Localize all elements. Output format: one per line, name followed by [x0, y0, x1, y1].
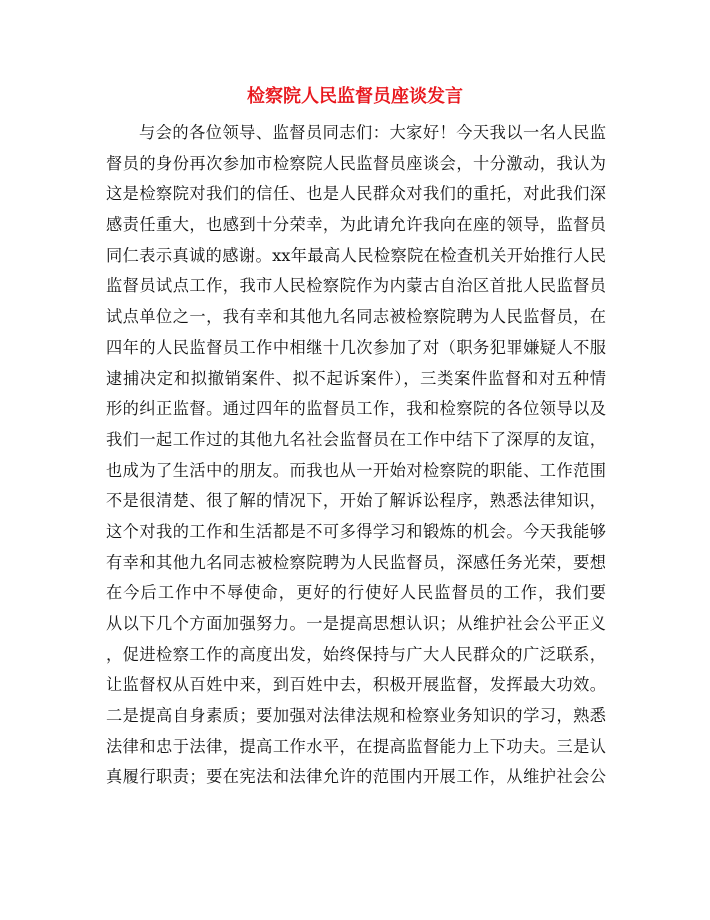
body-line: 试点单位之一，我有幸和其他九名同志被检察院聘为人民监督员，在 — [106, 307, 606, 327]
body-line: 这个对我的工作和生活都是不可多得学习和锻炼的机会。今天我能够 — [106, 521, 606, 541]
body-line: 督员的身份再次参加市检察院人民监督员座谈会，十分激动，我认为 — [106, 153, 606, 173]
body-line: 也成为了生活中的朋友。而我也从一开始对检察院的职能、工作范围 — [106, 460, 606, 480]
body-line: 感责任重大，也感到十分荣幸，为此请允许我向在座的领导，监督员 — [106, 215, 606, 235]
body-line: 这是检察院对我们的信任、也是人民群众对我们的重托，对此我们深 — [106, 184, 606, 204]
body-line: 逮捕决定和拟撤销案件、拟不起诉案件），三类案件监督和对五种情 — [106, 368, 606, 388]
body-line: 二是提高自身素质；要加强对法律法规和检察业务知识的学习，熟悉 — [106, 706, 606, 726]
body-line: 真履行职责；要在宪法和法律允许的范围内开展工作，从维护社会公 — [106, 767, 606, 787]
body-line: 不是很清楚、很了解的情况下，开始了解诉讼程序，熟悉法律知识， — [106, 491, 606, 511]
body-line: 我们一起工作过的其他九名社会监督员在工作中结下了深厚的友谊， — [106, 429, 606, 449]
body-line: 同仁表示真诚的感谢。xx年最高人民检察院在检查机关开始推行人民 — [106, 245, 606, 265]
body-line: 与会的各位领导、监督员同志们：大家好！今天我以一名人民监 — [139, 123, 606, 142]
body-line: 从以下几个方面加强努力。一是提高思想认识；从维护社会公平正义 — [106, 614, 606, 633]
body-line: 四年的人民监督员工作中相继十几次参加了对（职务犯罪嫌疑人不服 — [106, 337, 606, 357]
body-line: ，促进检察工作的高度出发，始终保持与广大人民群众的广泛联系， — [106, 644, 606, 664]
body-line: 有幸和其他九名同志被检察院聘为人民监督员，深感任务光荣，要想 — [106, 552, 606, 572]
body-line: 监督员试点工作，我市人民检察院作为内蒙古自治区首批人民监督员 — [106, 276, 606, 296]
body-line: 在今后工作中不辱使命，更好的行使好人民监督员的工作，我们要 — [106, 583, 606, 603]
document-body — [106, 118, 606, 793]
document-title: 检察院人民监督员座谈发言 — [247, 86, 463, 107]
body-line: 形的纠正监督。通过四年的监督员工作，我和检察院的各位领导以及 — [106, 399, 606, 419]
body-line: 法律和忠于法律，提高工作水平，在提高监督能力上下功夫。三是认 — [106, 736, 606, 756]
body-line: 让监督权从百姓中来，到百姓中去，积极开展监督，发挥最大功效。 — [106, 675, 606, 695]
